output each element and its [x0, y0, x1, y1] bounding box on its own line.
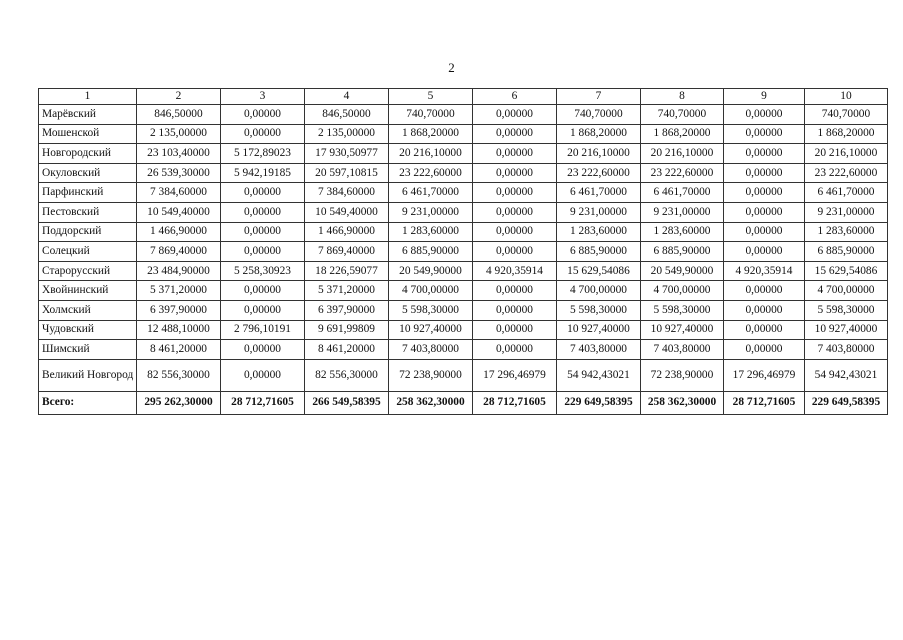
budget-table [38, 88, 888, 415]
value-cell: 0,00000 [221, 340, 305, 360]
value-cell: 0,00000 [473, 300, 557, 320]
value-cell: 1 466,90000 [137, 222, 221, 242]
value-cell: 0,00000 [473, 105, 557, 125]
value-cell: 18 226,59077 [305, 261, 389, 281]
value-cell: 82 556,30000 [305, 359, 389, 391]
value-cell: 7 384,60000 [305, 183, 389, 203]
value-cell: 258 362,30000 [389, 391, 473, 414]
value-cell: 7 384,60000 [137, 183, 221, 203]
value-cell: 6 461,70000 [805, 183, 888, 203]
table-row [39, 340, 888, 360]
value-cell: 10 927,40000 [805, 320, 888, 340]
value-cell: 6 461,70000 [557, 183, 641, 203]
value-cell: 72 238,90000 [641, 359, 724, 391]
row-label-cell: Новгородский [39, 144, 137, 164]
value-cell: 266 549,58395 [305, 391, 389, 414]
value-cell: 0,00000 [221, 359, 305, 391]
value-cell: 1 283,60000 [805, 222, 888, 242]
value-cell: 0,00000 [724, 320, 805, 340]
value-cell: 0,00000 [724, 242, 805, 262]
table-row [39, 320, 888, 340]
value-cell: 0,00000 [724, 300, 805, 320]
value-cell: 20 549,90000 [641, 261, 724, 281]
value-cell: 17 930,50977 [305, 144, 389, 164]
value-cell: 1 283,60000 [389, 222, 473, 242]
value-cell: 229 649,58395 [557, 391, 641, 414]
value-cell: 4 700,00000 [805, 281, 888, 301]
value-cell: 9 231,00000 [557, 202, 641, 222]
value-cell: 6 397,90000 [305, 300, 389, 320]
value-cell: 1 868,20000 [641, 124, 724, 144]
value-cell: 2 135,00000 [137, 124, 221, 144]
value-cell: 258 362,30000 [641, 391, 724, 414]
row-label-cell: Окуловский [39, 163, 137, 183]
value-cell: 5 598,30000 [389, 300, 473, 320]
value-cell: 0,00000 [473, 163, 557, 183]
value-cell: 1 868,20000 [557, 124, 641, 144]
value-cell: 7 869,40000 [137, 242, 221, 262]
value-cell: 7 403,80000 [389, 340, 473, 360]
value-cell: 7 403,80000 [805, 340, 888, 360]
value-cell: 23 222,60000 [805, 163, 888, 183]
value-cell: 72 238,90000 [389, 359, 473, 391]
value-cell: 846,50000 [137, 105, 221, 125]
value-cell: 9 231,00000 [805, 202, 888, 222]
value-cell: 6 [473, 89, 557, 105]
value-cell: 9 231,00000 [389, 202, 473, 222]
row-label-cell: Старорусский [39, 261, 137, 281]
value-cell: 0,00000 [724, 144, 805, 164]
value-cell: 0,00000 [473, 281, 557, 301]
value-cell: 846,50000 [305, 105, 389, 125]
value-cell: 6 885,90000 [641, 242, 724, 262]
value-cell: 3 [221, 89, 305, 105]
table-row [39, 242, 888, 262]
value-cell: 6 461,70000 [389, 183, 473, 203]
value-cell: 5 598,30000 [805, 300, 888, 320]
row-label-cell: Всего: [39, 391, 137, 414]
value-cell: 295 262,30000 [137, 391, 221, 414]
value-cell: 0,00000 [221, 105, 305, 125]
value-cell: 1 283,60000 [641, 222, 724, 242]
value-cell: 0,00000 [473, 144, 557, 164]
value-cell: 0,00000 [221, 183, 305, 203]
value-cell: 0,00000 [724, 105, 805, 125]
row-label-cell: Пестовский [39, 202, 137, 222]
value-cell: 7 [557, 89, 641, 105]
value-cell: 5 942,19185 [221, 163, 305, 183]
value-cell: 4 700,00000 [557, 281, 641, 301]
value-cell: 9 231,00000 [641, 202, 724, 222]
total-row [39, 391, 888, 414]
value-cell: 5 [389, 89, 473, 105]
value-cell: 5 371,20000 [305, 281, 389, 301]
value-cell: 5 258,30923 [221, 261, 305, 281]
value-cell: 0,00000 [724, 340, 805, 360]
value-cell: 0,00000 [473, 340, 557, 360]
table-row [39, 105, 888, 125]
row-label-cell: Мошенской [39, 124, 137, 144]
table-row [39, 163, 888, 183]
table-row [39, 300, 888, 320]
value-cell: 10 927,40000 [641, 320, 724, 340]
value-cell: 0,00000 [724, 202, 805, 222]
value-cell: 0,00000 [221, 242, 305, 262]
table-row [39, 183, 888, 203]
value-cell: 17 296,46979 [473, 359, 557, 391]
value-cell: 740,70000 [641, 105, 724, 125]
value-cell: 15 629,54086 [557, 261, 641, 281]
value-cell: 10 927,40000 [389, 320, 473, 340]
value-cell: 1 868,20000 [805, 124, 888, 144]
value-cell: 0,00000 [473, 242, 557, 262]
value-cell: 4 700,00000 [641, 281, 724, 301]
table-row [39, 222, 888, 242]
value-cell: 8 461,20000 [137, 340, 221, 360]
table-row [39, 261, 888, 281]
value-cell: 5 172,89023 [221, 144, 305, 164]
row-label-cell: Парфинский [39, 183, 137, 203]
table-row [39, 144, 888, 164]
value-cell: 23 222,60000 [641, 163, 724, 183]
value-cell: 0,00000 [473, 183, 557, 203]
value-cell: 23 222,60000 [557, 163, 641, 183]
value-cell: 0,00000 [473, 320, 557, 340]
header-row [39, 89, 888, 105]
value-cell: 8 461,20000 [305, 340, 389, 360]
value-cell: 0,00000 [221, 281, 305, 301]
value-cell: 17 296,46979 [724, 359, 805, 391]
value-cell: 10 549,40000 [305, 202, 389, 222]
row-label-cell: Хвойнинский [39, 281, 137, 301]
row-label-cell: Шимский [39, 340, 137, 360]
value-cell: 0,00000 [473, 124, 557, 144]
value-cell: 0,00000 [724, 163, 805, 183]
value-cell: 20 597,10815 [305, 163, 389, 183]
table-row [39, 202, 888, 222]
value-cell: 229 649,58395 [805, 391, 888, 414]
value-cell: 0,00000 [724, 124, 805, 144]
value-cell: 4 700,00000 [389, 281, 473, 301]
value-cell: 0,00000 [724, 183, 805, 203]
value-cell: 20 216,10000 [389, 144, 473, 164]
value-cell: 7 869,40000 [305, 242, 389, 262]
value-cell: 0,00000 [473, 202, 557, 222]
value-cell: 2 135,00000 [305, 124, 389, 144]
value-cell: 6 461,70000 [641, 183, 724, 203]
value-cell: 23 222,60000 [389, 163, 473, 183]
value-cell: 6 885,90000 [389, 242, 473, 262]
value-cell: 5 598,30000 [641, 300, 724, 320]
value-cell: 54 942,43021 [557, 359, 641, 391]
row-label-cell: Поддорский [39, 222, 137, 242]
value-cell: 28 712,71605 [221, 391, 305, 414]
value-cell: 15 629,54086 [805, 261, 888, 281]
value-cell: 7 403,80000 [557, 340, 641, 360]
value-cell: 28 712,71605 [473, 391, 557, 414]
value-cell: 0,00000 [473, 222, 557, 242]
value-cell: 28 712,71605 [724, 391, 805, 414]
value-cell: 82 556,30000 [137, 359, 221, 391]
value-cell: 23 484,90000 [137, 261, 221, 281]
value-cell: 0,00000 [724, 222, 805, 242]
page-number: 2 [448, 60, 455, 75]
row-label-cell: Великий Новгород [39, 359, 137, 391]
value-cell: 9 [724, 89, 805, 105]
row-label-cell: Солецкий [39, 242, 137, 262]
value-cell: 20 549,90000 [389, 261, 473, 281]
value-cell: 6 885,90000 [557, 242, 641, 262]
value-cell: 740,70000 [557, 105, 641, 125]
table-row [39, 124, 888, 144]
value-cell: 20 216,10000 [557, 144, 641, 164]
table-row [39, 359, 888, 391]
value-cell: 6 885,90000 [805, 242, 888, 262]
value-cell: 2 796,10191 [221, 320, 305, 340]
value-cell: 54 942,43021 [805, 359, 888, 391]
row-label-cell: Чудовский [39, 320, 137, 340]
row-label-cell: 1 [39, 89, 137, 105]
value-cell: 26 539,30000 [137, 163, 221, 183]
value-cell: 6 397,90000 [137, 300, 221, 320]
value-cell: 2 [137, 89, 221, 105]
row-label-cell: Марёвский [39, 105, 137, 125]
value-cell: 4 [305, 89, 389, 105]
value-cell: 1 283,60000 [557, 222, 641, 242]
value-cell: 9 691,99809 [305, 320, 389, 340]
table-row [39, 281, 888, 301]
value-cell: 10 549,40000 [137, 202, 221, 222]
value-cell: 20 216,10000 [805, 144, 888, 164]
value-cell: 10 [805, 89, 888, 105]
value-cell: 0,00000 [221, 124, 305, 144]
value-cell: 1 466,90000 [305, 222, 389, 242]
value-cell: 7 403,80000 [641, 340, 724, 360]
value-cell: 23 103,40000 [137, 144, 221, 164]
value-cell: 4 920,35914 [473, 261, 557, 281]
value-cell: 0,00000 [724, 281, 805, 301]
value-cell: 0,00000 [221, 222, 305, 242]
value-cell: 4 920,35914 [724, 261, 805, 281]
value-cell: 10 927,40000 [557, 320, 641, 340]
value-cell: 0,00000 [221, 300, 305, 320]
value-cell: 12 488,10000 [137, 320, 221, 340]
value-cell: 0,00000 [221, 202, 305, 222]
value-cell: 5 371,20000 [137, 281, 221, 301]
value-cell: 8 [641, 89, 724, 105]
value-cell: 5 598,30000 [557, 300, 641, 320]
value-cell: 1 868,20000 [389, 124, 473, 144]
value-cell: 20 216,10000 [641, 144, 724, 164]
value-cell: 740,70000 [805, 105, 888, 125]
row-label-cell: Холмский [39, 300, 137, 320]
value-cell: 740,70000 [389, 105, 473, 125]
